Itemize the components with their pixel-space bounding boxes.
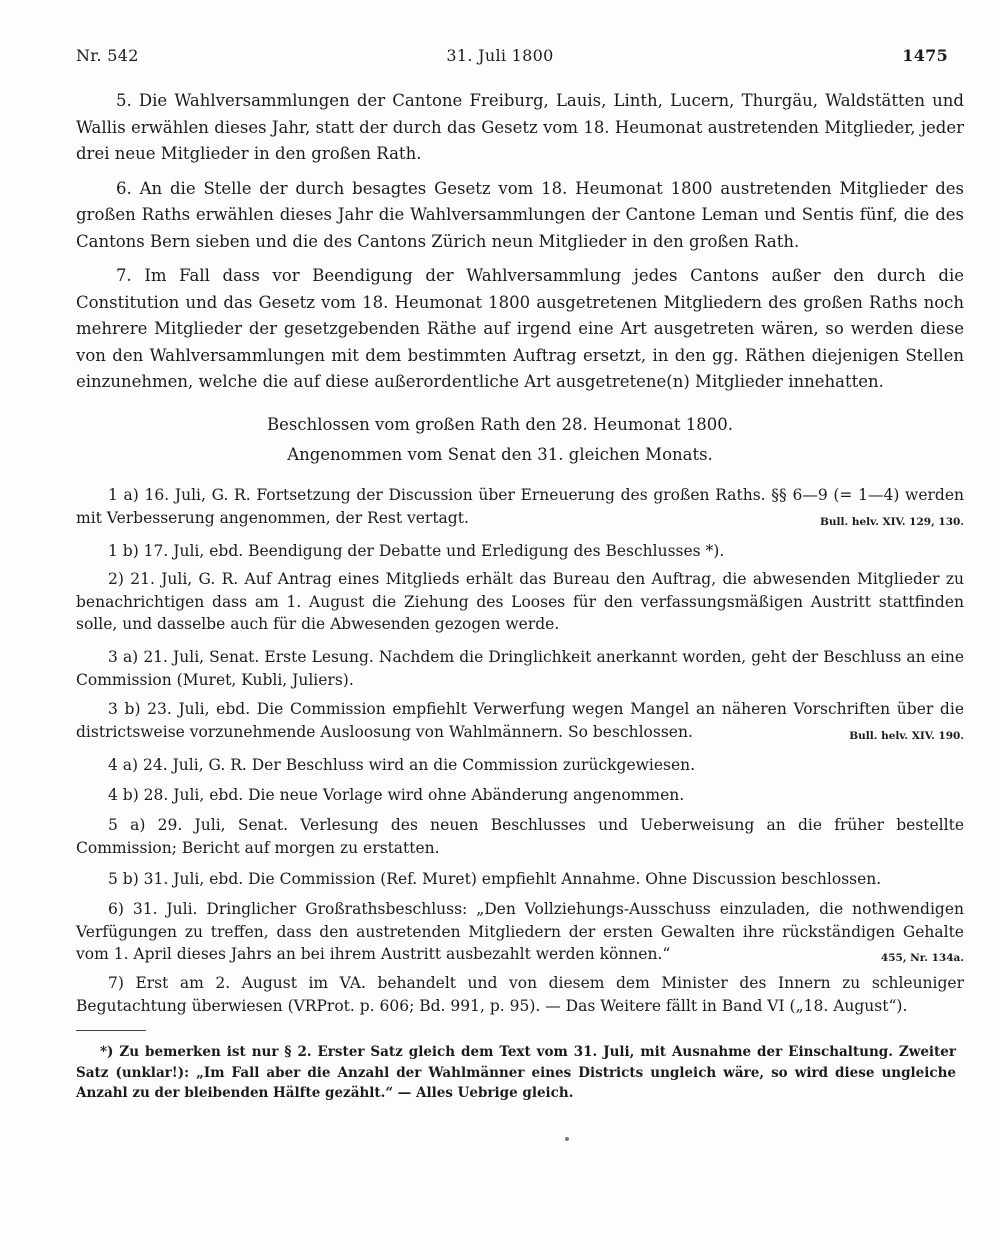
record-text: 5 b) 31. Juli, ebd. Die Commission (Ref. Muret) empfiehlt Annahme. Ohne Discussion beschlossen. — [108, 870, 882, 888]
decision-great-council: Beschlossen vom großen Rath den 28. Heumonat 1800. — [267, 415, 733, 434]
record-4a — [76, 754, 964, 777]
record-text: 6) 31. Juli. Dringlicher Großrathsbeschluss: „Den Vollziehungs-Ausschuss einzuladen, die nothwendigen Verfügungen zu treffen, dass den austretenden Mitgliedern der ersten Gewalten ihre rückständigen Gehalte vom 1. April dieses Jahrs an bei ihrem Austritt ausbezahlt werden können.“ — [76, 900, 964, 963]
law-text — [76, 88, 964, 396]
record-5b — [76, 868, 964, 891]
reference: Bull. helv. XIV. 190. — [849, 729, 964, 742]
footnote-text: *) Zu bemerken ist nur § 2. Erster Satz gleich dem Text vom 31. Juli, mit Ausnahme der Einschaltung. Zweiter Satz (unklar!): „Im Fall aber die Anzahl der Wahlmänner eines Districts ungleich wäre, so wird diese ungleiche Anzahl zu der bleibenden Hälfte gezählt.“ — Alles Uebrige gleich. — [76, 1044, 956, 1101]
footnote — [76, 1042, 956, 1104]
record-2 — [76, 568, 964, 636]
record-text: 3 b) 23. Juli, ebd. Die Commission empfiehlt Verwerfung wegen Mangel an näheren Vorschriften über die districtsweise vorzunehmende Ausloosung von Wahlmännern. So beschlossen. — [76, 700, 964, 741]
record-4b — [76, 784, 964, 807]
reference: 455, Nr. 134a. — [880, 952, 964, 964]
footnote-rule — [76, 1030, 146, 1031]
record-6 — [76, 898, 964, 970]
record-text: 1 b) 17. Juli, ebd. Beendigung der Debatte und Erledigung des Beschlusses *). — [108, 542, 725, 560]
record-7 — [76, 972, 964, 1017]
paragraph-7: 7. Im Fall dass vor Beendigung der Wahlversammlung jedes Cantons außer den durch die Constitution und das Gesetz vom 18. Heumonat 1800 ausgetretenen Mitgliedern des großen Raths noch mehrere Mitglieder der gesetzgebenden Räthe auf irgend eine Art ausgetreten wären, so werden diese von den Wahlversammlungen mit dem bestimmten Auftrag ersetzt, in den gg. Räthen diejenigen Stellen einzunehmen, welche die auf diese außerordentliche Art ausgetretene(n) Mitglieder innehatten. — [76, 266, 964, 391]
paragraph-6: 6. An die Stelle der durch besagtes Gesetz vom 18. Heumonat 1800 austretenden Mitglieder des großen Raths erwählen dieses Jahr die Wahlversammlungen der Cantone Leman und Sentis fünf, die des Cantons Bern sieben und die des Cantons Zürich neun Mitglieder in den großen Rath. — [76, 178, 964, 251]
page-number: 1475 — [902, 46, 948, 65]
reference: Bull. helv. XIV. 129, 130. — [820, 515, 964, 528]
document-number: Nr. 542 — [76, 46, 139, 65]
record-text: 2) 21. Juli, G. R. Auf Antrag eines Mitglieds erhält das Bureau den Auftrag, die abwesenden Mitglieder zu benachrichtigen dass am 1. August die Ziehung des Looses für den verfassungsmäßigen Austritt stattfinden solle, und dasselbe auch für die Abwesenden gezogen werde. — [76, 570, 964, 633]
record-3b — [76, 698, 964, 747]
record-text: 7) Erst am 2. August im VA. behandelt und von diesem dem Minister des Innern zu schleuniger Begutachtung überwiesen (VRProt. p. 606; Bd. 991, p. 95). — Das Weitere fällt in Band VI („18. August“). — [76, 974, 964, 1015]
record-text: 5 a) 29. Juli, Senat. Verlesung des neuen Beschlusses und Ueberweisung an die früher bestellte Commission; Bericht auf morgen zu erstatten. — [76, 816, 964, 857]
record-5a — [76, 814, 964, 859]
record-3a — [76, 646, 964, 691]
decision-senate: Angenommen vom Senat den 31. gleichen Monats. — [287, 445, 713, 464]
record-1a — [76, 484, 964, 533]
record-text: 3 a) 21. Juli, Senat. Erste Lesung. Nachdem die Dringlichkeit anerkannt worden, geht der Beschluss an eine Commission (Muret, Kubli, Juliers). — [76, 648, 964, 689]
record-1b — [76, 540, 964, 563]
record-text: 1 a) 16. Juli, G. R. Fortsetzung der Discussion über Erneuerung des großen Raths. §§ 6—9 (= 1—4) werden mit Verbesserung angenommen, der Rest vertagt. — [76, 486, 964, 527]
record-text: 4 a) 24. Juli, G. R. Der Beschluss wird an die Commission zurückgewiesen. — [108, 756, 696, 774]
paragraph-5: 5. Die Wahlversammlungen der Cantone Freiburg, Lauis, Linth, Lucern, Thurgäu, Waldstätten und Wallis erwählen dieses Jahr, statt der durch das Gesetz vom 18. Heumonat austretenden Mitglieder, jeder drei neue Mitglieder in den großen Rath. — [76, 91, 964, 163]
print-speck — [565, 1137, 569, 1141]
page-date: 31. Juli 1800 — [446, 46, 554, 65]
record-text: 4 b) 28. Juli, ebd. Die neue Vorlage wird ohne Abänderung angenommen. — [108, 786, 685, 804]
